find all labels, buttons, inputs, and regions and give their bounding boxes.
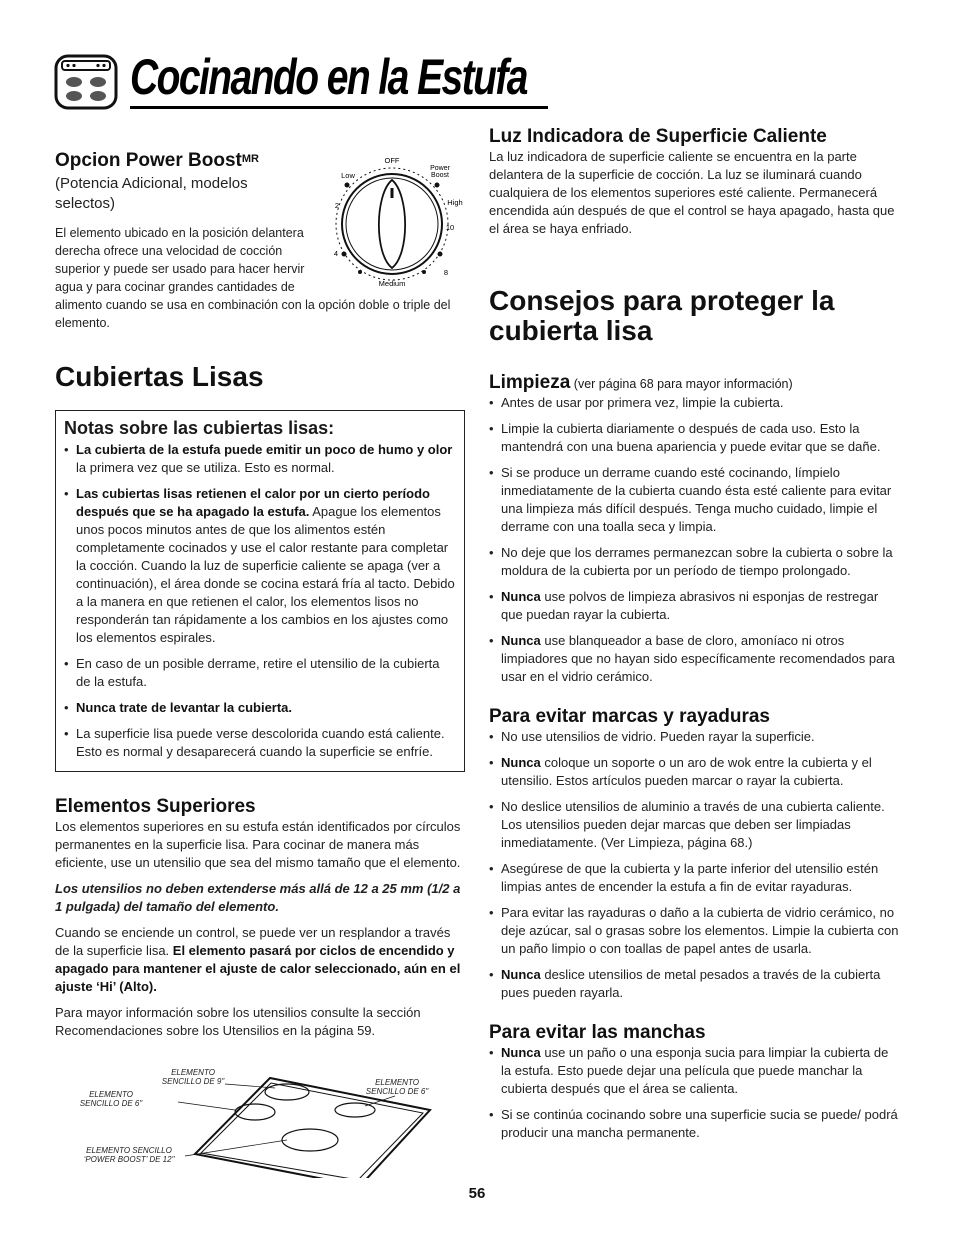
dial-off-label: OFF xyxy=(384,156,400,165)
surface-elements-title: Elementos Superiores xyxy=(55,796,256,817)
trademark-sup: MR xyxy=(241,153,259,165)
smooth-tops-title: Cubiertas Lisas xyxy=(55,361,264,392)
scratches-list xyxy=(489,728,901,1002)
surface-elements-p4: Para mayor información sobre los utensilios consulte la sección Recomendaciones sobre los Utensilios en la página 59. xyxy=(55,1005,421,1038)
power-boost-body-top: El elemento ubicado en la posición delantera derecha ofrece una velocidad de cocción superior y puede ser usado para hacer hervir agua y para cocinar grandes cantidades de xyxy=(55,226,305,294)
hot-light-title: Luz Indicadora de Superficie Caliente xyxy=(489,126,827,147)
dial-power-boost-label: Power Boost xyxy=(430,165,450,179)
diagram-label-6in-right: ELEMENTO SENCILLO DE 6" xyxy=(365,1078,429,1096)
list-item: • No use utensilios de vidrio. Pueden rayar la superficie. xyxy=(489,728,901,746)
list-item: • La superficie lisa puede verse descolorida cuando está caliente. Esto es normal y desaparecerá cuando la superficie se enfríe. xyxy=(64,725,456,761)
tips-title: Consejos para proteger la cubierta lisa xyxy=(489,285,835,346)
stains-list xyxy=(489,1044,901,1142)
dial-4-label: 4 xyxy=(333,249,339,258)
list-item: • Nunca use un paño o una esponja sucia para limpiar la cubierta de la estufa. Esto puede dejar una película que puede manchar la cubierta después que el área se calienta. xyxy=(489,1044,901,1098)
list-item: • Nunca trate de levantar la cubierta. xyxy=(64,699,456,717)
list-item: • La cubierta de la estufa puede emitir un poco de humo y olor la primera vez que se utiliza. Esto es normal. xyxy=(64,441,456,477)
dial-low-label: Low xyxy=(341,171,355,180)
list-item: • Nunca deslice utensilios de metal pesados a través de la cubierta pues pueden rayarla. xyxy=(489,966,901,1002)
stove-icon xyxy=(54,54,118,110)
power-boost-section xyxy=(55,150,465,332)
cleaning-heading xyxy=(489,372,901,394)
stains-title: Para evitar las manchas xyxy=(489,1022,706,1043)
left-column xyxy=(55,146,465,1178)
list-item: • Nunca coloque un soporte o un aro de wok entre la cubierta y el utensilio. Estos artículos pueden marcar o rayar la cubierta. xyxy=(489,754,901,790)
surface-elements-p1: Los elementos superiores en su estufa están identificados por círculos permanentes en la superficie lisa. Para cocinar de manera más eficiente, use un utensilio que sea del mismo tamaño que el elemento. xyxy=(55,819,461,870)
page-number: 56 xyxy=(468,1185,486,1202)
diagram-label-9in: ELEMENTO SENCILLO DE 9" xyxy=(161,1068,225,1086)
cleaning-note: (ver página 68 para mayor información) xyxy=(570,377,793,391)
diagram-label-6in-left: ELEMENTO SENCILLO DE 6" xyxy=(79,1090,143,1108)
cleaning-title: Limpieza xyxy=(489,372,571,393)
list-item: • Si se continúa cocinando sobre una superficie sucia se puede/ podrá producir una mancha permanente. xyxy=(489,1106,901,1142)
list-item: • Nunca use blanqueador a base de cloro, amoníaco ni otros limpiadores que no hayan sido específicamente recomendados para usar en el vidrio cerámico. xyxy=(489,632,901,686)
power-boost-title: Opcion Power Boost$^{MR}$ xyxy=(55,150,259,171)
notes-title: Notas sobre las cubiertas lisas: xyxy=(64,418,335,438)
cleaning-list xyxy=(489,394,901,686)
power-boost-heading-block xyxy=(55,150,265,214)
list-item: • Si se produce un derrame cuando esté cocinando, límpielo inmediatamente de la cubierta cuando ésta esté caliente para evitar una limpieza más difícil después. Tenga mucho cuidado, limpie el derrame con una toalla seca y limpia. xyxy=(489,464,901,536)
scratches-title: Para evitar marcas y rayaduras xyxy=(489,706,770,727)
list-item: • No deslice utensilios de aluminio a través de una cubierta caliente. Los utensilios pueden dejar marcas que deben ser limpiadas inmediatamente. (Ver Limpieza, página 68.) xyxy=(489,798,901,852)
dial-8-label: 8 xyxy=(443,268,449,277)
dial-10-label: 10 xyxy=(445,223,455,232)
notes-list xyxy=(64,441,456,761)
power-boost-body-rest: alimento cuando se usa en combinación con la opción doble o triple del elemento. xyxy=(55,298,451,330)
list-item: • Para evitar las rayaduras o daño a la cubierta de vidrio cerámico, no deje azúcar, sal o grasas sobre los elementos. Limpie la cubierta con un paño limpio o con toallas de papel antes de usarla. xyxy=(489,904,901,958)
title-underline xyxy=(130,106,548,109)
list-item: • Antes de usar por primera vez, limpie la cubierta. xyxy=(489,394,901,412)
list-item: • En caso de un posible derrame, retire el utensilio de la cubierta de la estufa. xyxy=(64,655,456,691)
right-column xyxy=(489,126,901,1150)
dial-2-label: 2 xyxy=(334,201,340,210)
surface-elements-p2: Los utensilios no deben extenderse más allá de 12 a 25 mm (1/2 a 1 pulgada) del tamaño del elemento. xyxy=(55,881,461,914)
list-item: • Nunca use polvos de limpieza abrasivos ni esponjas de restregar que puedan rayar la cubierta. xyxy=(489,588,901,624)
list-item: • Las cubiertas lisas retienen el calor por un cierto período después que se ha apagado la estufa. Apague los elementos unos pocos minutos antes de que los alimentos estén completamente cocinados y use el calor restante para completar la cocción. Cuando la luz de superficie caliente se apaga (ver a continuación), el área donde se cocina estará fría al tacto. Debido a la manera en que retienen el calor, los elementos lisos no responderán tan rápidamente a los cambios en los ajustes como los elementos espirales. xyxy=(64,485,456,647)
diagram-label-12in: ELEMENTO SENCILLO ‘POWER BOOST’ DE 12" xyxy=(83,1146,175,1164)
list-item: • Limpie la cubierta diariamente o después de cada uso. Esto la mantendrá con una buena apariencia y puede evitar que se dañe. xyxy=(489,420,901,456)
hot-light-body: La luz indicadora de superficie caliente se encuentra en la parte delantera de la superficie de cocción. La luz se iluminará cuando cualquiera de los elementos superiores esté caliente. Permanecerá encendida aún después de que el control se haya apagado, hasta que el área se haya enfriado. xyxy=(489,149,895,236)
page-title: Cocinando en la Estufa xyxy=(130,49,527,105)
list-item: • No deje que los derrames permanezcan sobre la cubierta o sobre la moldura de la cubierta por un período de tiempo prolongado. xyxy=(489,544,901,580)
cooktop-diagram xyxy=(55,1058,465,1178)
dial-medium-label: Medium xyxy=(378,279,406,288)
smooth-tops-notes-box xyxy=(55,410,465,772)
list-item: • Asegúrese de que la cubierta y la parte inferior del utensilio estén limpias antes de encender la estufa a fin de evitar rayaduras. xyxy=(489,860,901,896)
surface-elements-p3: Cuando se enciende un control, se puede ver un resplandor a través de la superficie lisa. El elemento pasará por ciclos de encendido y apagado para mantener el ajuste de calor seleccionado, aún en el ajuste ‘Hi’ (Alto). xyxy=(55,925,461,994)
power-boost-subtitle: (Potencia Adicional, modelos selectos) xyxy=(55,175,248,212)
dial-high-label: High xyxy=(447,198,463,207)
page-header xyxy=(54,49,527,110)
